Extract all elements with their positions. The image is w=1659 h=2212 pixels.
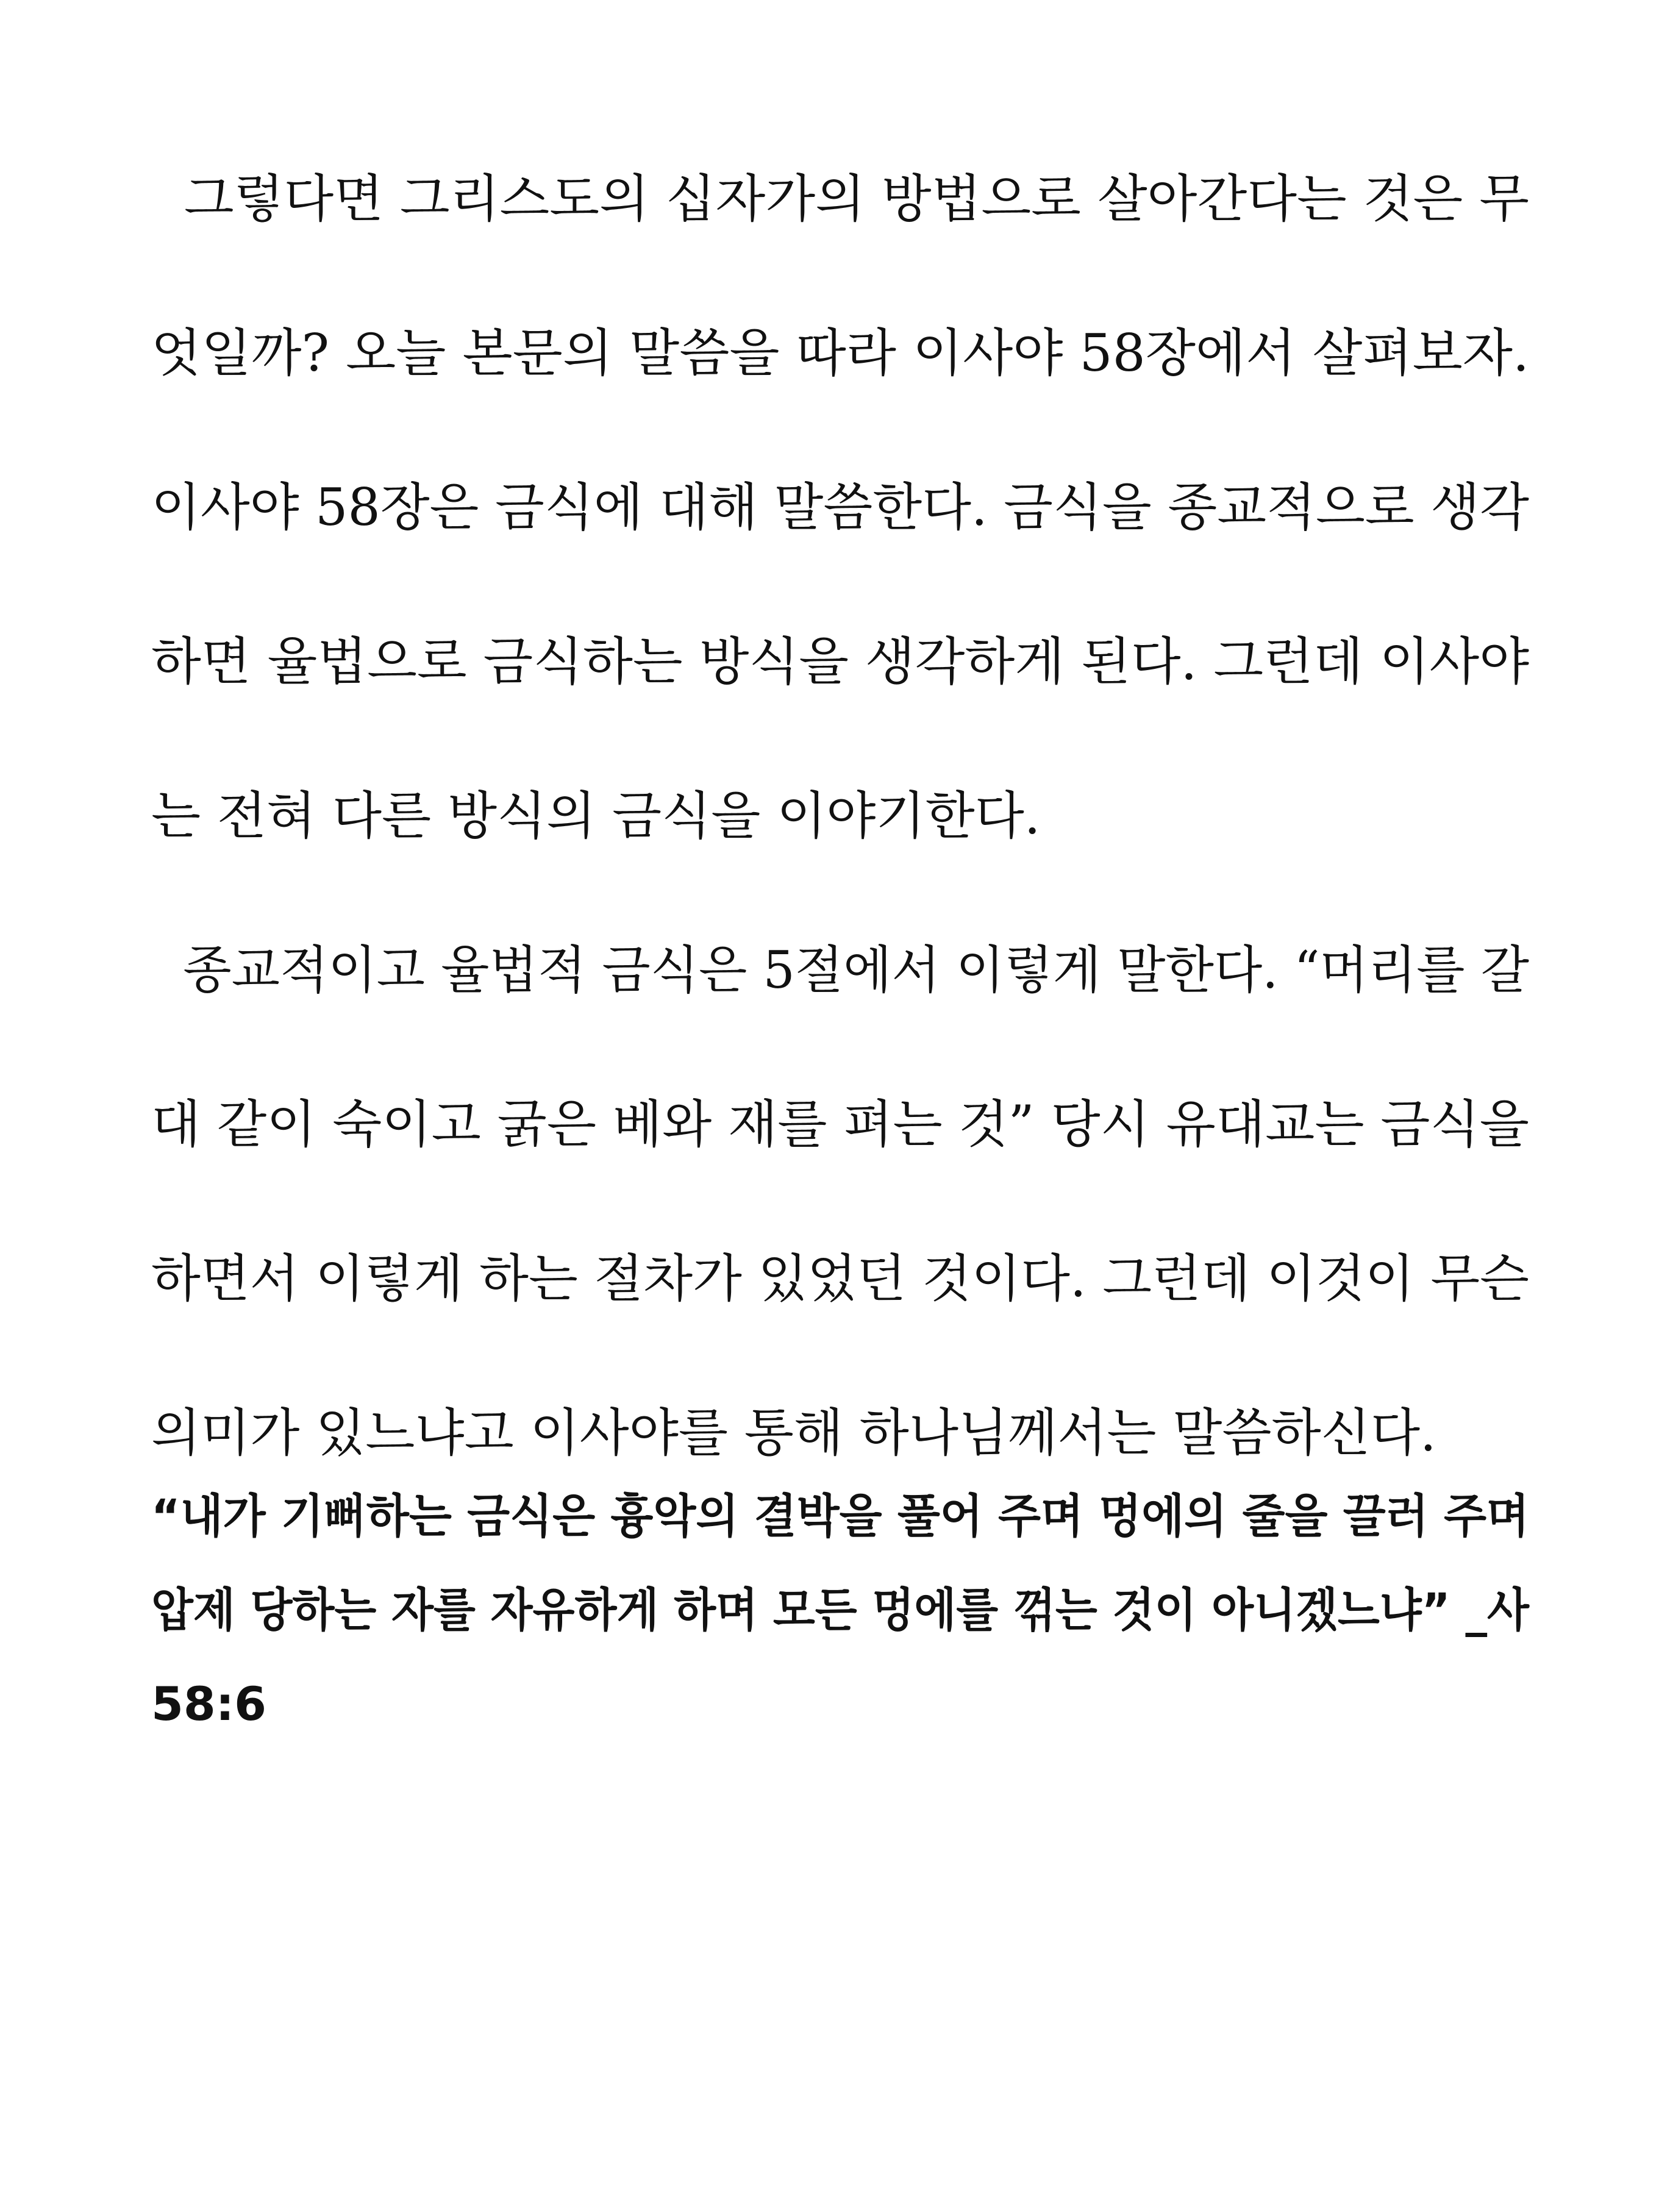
quote-reference <box>151 1657 1529 1751</box>
body-line <box>151 893 1529 1047</box>
body-line <box>151 122 1529 276</box>
body-line <box>151 276 1529 430</box>
body-line-text: 의미가 있느냐고 이사야를 통해 하나님께서는 말씀하신다. <box>151 1403 1436 1463</box>
body-line <box>151 585 1529 739</box>
body-line-text: 하면 율법으로 금식하는 방식을 생각하게 된다. 그런데 이사야 <box>151 632 1529 691</box>
scripture-quote <box>151 1469 1529 1751</box>
body-line <box>151 430 1529 585</box>
body-line-text: 엇일까? 오늘 본문의 말씀을 따라 이사야 58장에서 살펴보자. <box>151 323 1529 383</box>
body-line <box>151 1047 1529 1202</box>
quote-line <box>151 1469 1529 1563</box>
body-line-text: 하면서 이렇게 하는 절차가 있었던 것이다. 그런데 이것이 무슨 <box>151 1249 1529 1308</box>
body-paragraphs <box>151 122 1529 1510</box>
quote-line-text: 압제 당하는 자를 자유하게 하며 모든 멍에를 꺾는 것이 아니겠느냐” _사 <box>151 1583 1529 1637</box>
body-line-text: 이사야 58장은 금식에 대해 말씀한다. 금식을 종교적으로 생각 <box>151 477 1529 537</box>
body-line-text: 그렇다면 그리스도의 십자가의 방법으로 살아간다는 것은 무 <box>151 169 1529 229</box>
body-line-text: 대 같이 숙이고 굵은 베와 재를 펴는 것” 당시 유대교는 금식을 <box>151 1094 1529 1154</box>
quote-line-text: “내가 기뻐하는 금식은 흉악의 결박을 풀어 주며 멍에의 줄을 끌러 주며 <box>151 1489 1529 1543</box>
body-line-text: 종교적이고 율법적 금식은 5절에서 이렇게 말한다. “머리를 갈 <box>151 940 1529 1000</box>
quote-line <box>151 1563 1529 1657</box>
body-line <box>151 1202 1529 1356</box>
body-line-text: 는 전혀 다른 방식의 금식을 이야기한다. <box>151 786 1041 846</box>
quote-line-text: 58:6 <box>151 1677 267 1731</box>
body-line <box>151 739 1529 893</box>
